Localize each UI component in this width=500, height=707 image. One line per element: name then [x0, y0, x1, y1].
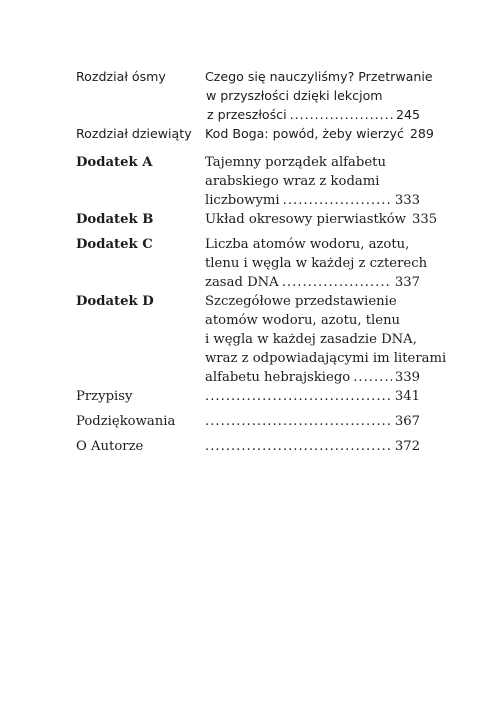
entry-label: Dodatek D: [76, 294, 154, 309]
description-last-line: [205, 124, 434, 143]
description-line: Szczegółowe przedstawienie: [205, 294, 397, 309]
description-line: atomów wodoru, azotu, tlenu: [205, 313, 401, 328]
description-line: arabskiego wraz z kodami: [205, 174, 380, 189]
dot-leader: [282, 273, 392, 292]
description-last-line: [205, 412, 420, 431]
description-line: z przeszłości: [207, 107, 287, 122]
entry-label: Dodatek A: [76, 155, 153, 170]
entry-description: [205, 437, 420, 456]
description-line: liczbowymi: [205, 193, 280, 208]
entry-label: Rozdział dziewiąty: [76, 126, 192, 141]
entry-label: Dodatek B: [76, 212, 154, 227]
description-line: wraz z odpowiadającymi im literami: [205, 351, 447, 366]
entry-description: [205, 412, 420, 431]
description-line: tlenu i węgla w każdej z czterech: [205, 256, 428, 271]
entry-description: [205, 387, 420, 406]
entry-label: Dodatek C: [76, 237, 153, 252]
entry-label: Podziękowania: [76, 414, 176, 429]
page-number: 337: [394, 275, 420, 290]
description-line: Liczba atomów wodoru, azotu,: [205, 237, 410, 252]
page-number: 245: [395, 107, 420, 122]
description-line: zasad DNA: [205, 275, 279, 290]
description-line: Układ okresowy pierwiastków: [205, 212, 406, 227]
entry-description: [205, 210, 438, 229]
description-last-line: [205, 437, 420, 456]
dot-leader: [290, 105, 393, 124]
page-number: 341: [394, 389, 420, 404]
entry-description: [205, 292, 447, 387]
page-number: 289: [409, 126, 434, 141]
description-last-line: [205, 368, 420, 387]
description-line: Kod Boga: powód, żeby wierzyć: [205, 126, 404, 141]
entry-description: [205, 124, 434, 143]
dot-leader: [283, 191, 392, 210]
page-number: 372: [394, 439, 420, 454]
description-last-line: [205, 191, 420, 210]
page-number: 335: [411, 212, 438, 227]
description-last-line: [205, 105, 420, 124]
description-last-line: [205, 273, 420, 292]
description-line: Czego się nauczyliśmy? Przetrwanie: [205, 69, 433, 84]
entry-label: Przypisy: [76, 389, 133, 404]
page-number: 367: [394, 414, 420, 429]
dot-leader: [205, 437, 392, 456]
entry-label: O Autorze: [76, 439, 144, 454]
entry-label: Rozdział ósmy: [76, 69, 166, 84]
description-line: w przyszłości dzięki lekcjom: [206, 88, 383, 103]
dot-leader: [205, 412, 392, 431]
entry-description: [205, 153, 420, 210]
description-line: alfabetu hebrajskiego: [205, 370, 351, 385]
entry-description: [205, 67, 433, 124]
dot-leader: [205, 387, 392, 406]
page-number: 333: [394, 193, 420, 208]
description-last-line: [205, 210, 438, 229]
dot-leader: [353, 368, 392, 387]
description-line: Tajemny porządek alfabetu: [205, 155, 386, 170]
description-line: i węgla w każdej zasadzie DNA,: [205, 332, 417, 347]
description-last-line: [205, 387, 420, 406]
page-number: 339: [394, 370, 420, 385]
entry-description: [205, 235, 428, 292]
